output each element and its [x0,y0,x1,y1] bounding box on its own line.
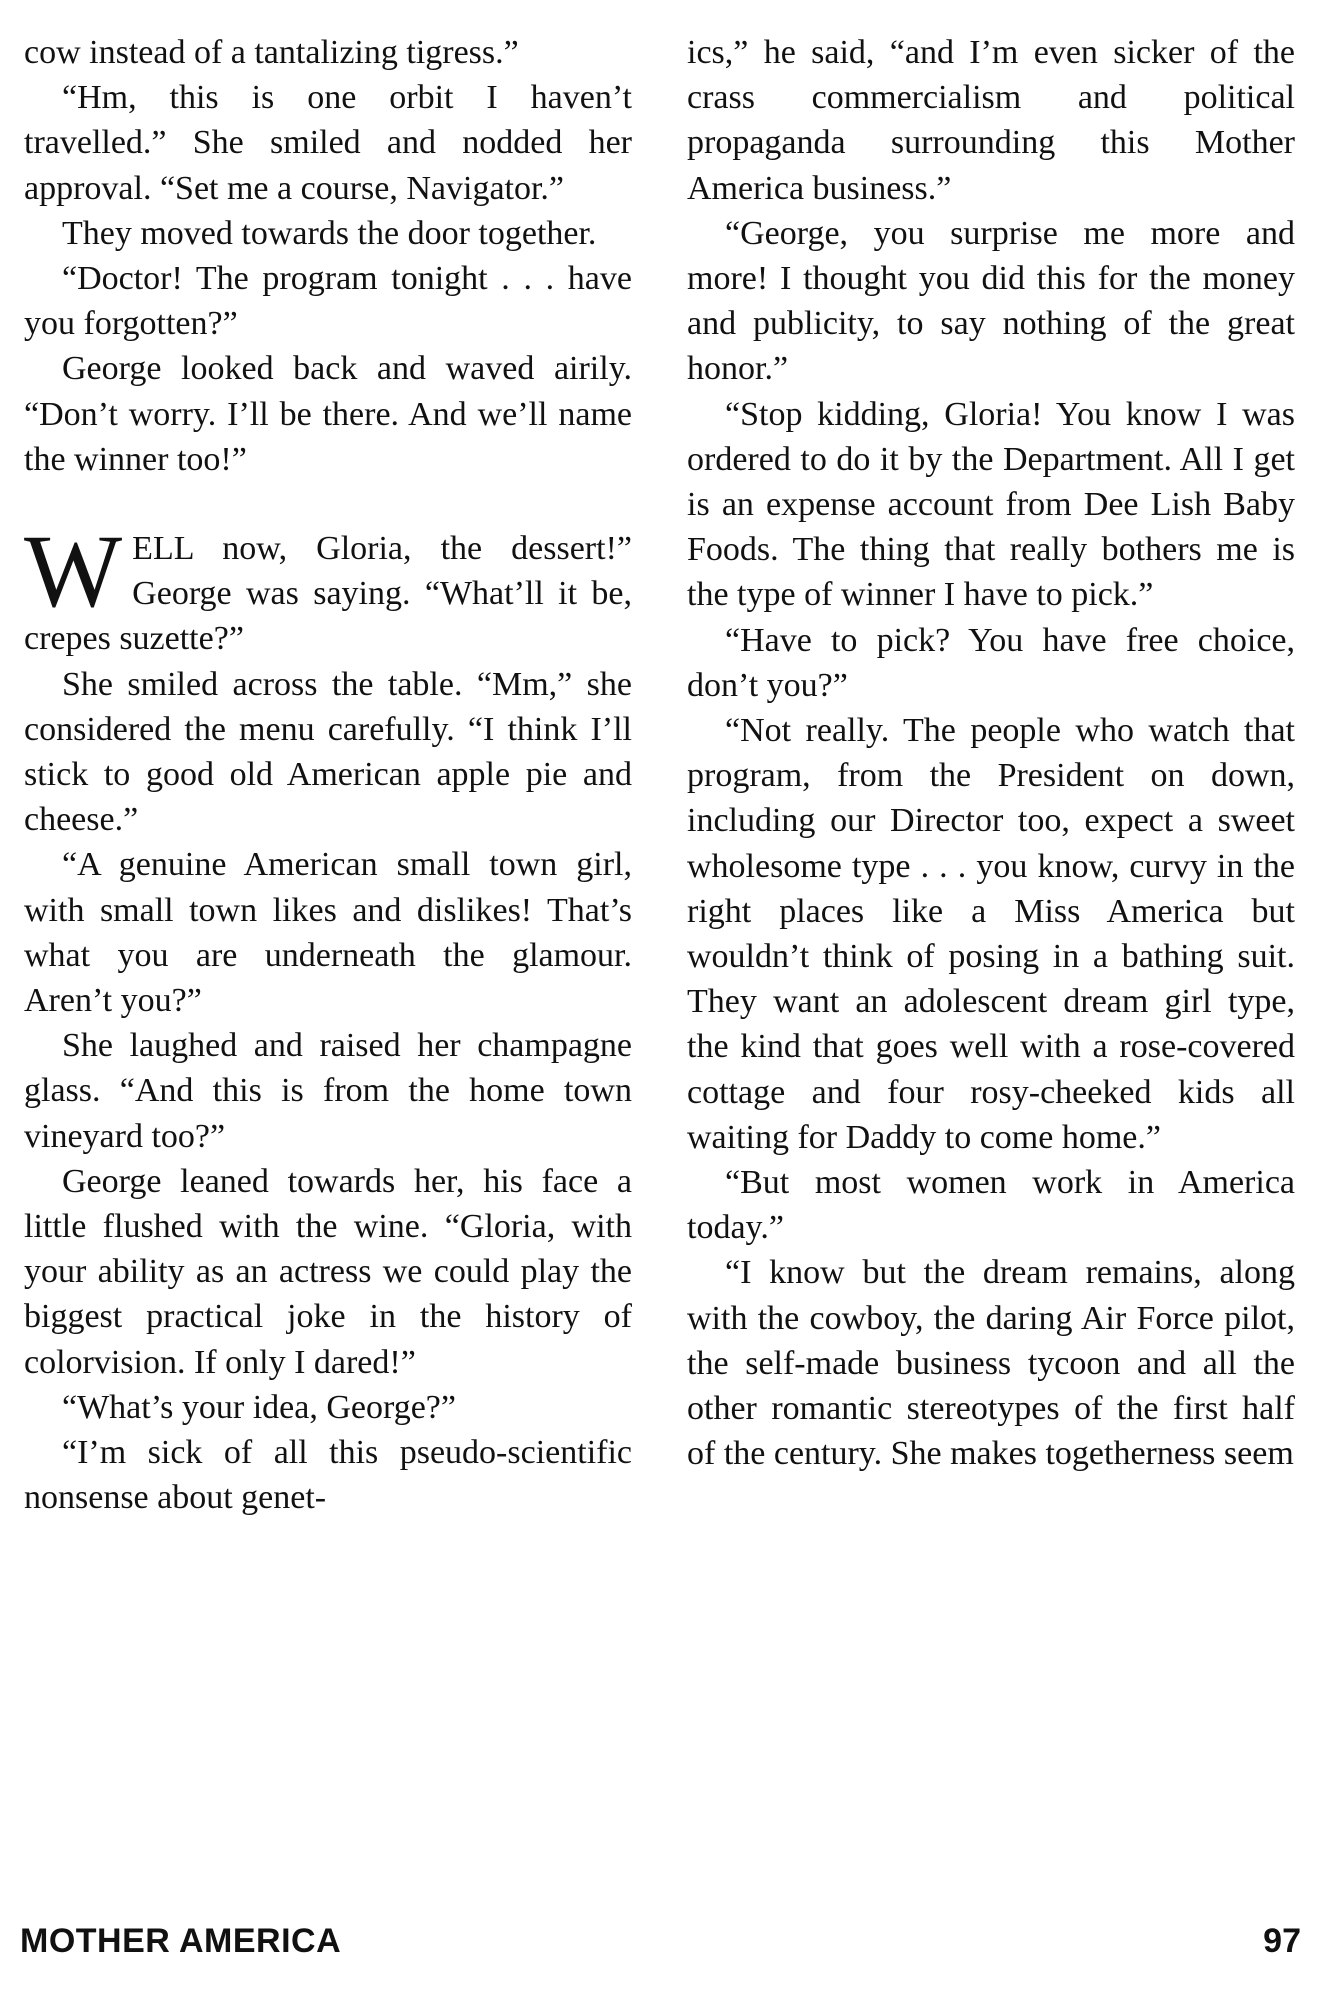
paragraph: “George, you surprise me more and more! I thought you did this for the money and publicity, to say nothing of the great honor.” [687,214,1295,388]
paragraph: “A genuine American small town girl, with small town likes and dislikes! That’s what you are underneath the glamour. Aren’t you?” [24,846,632,1020]
drop-cap: W [24,514,123,630]
paragraph: George looked back and waved airily. “Don’t worry. I’ll be there. And we’ll name the winner too!” [24,350,632,478]
page-number: 97 [1263,1922,1301,1960]
left-column [24,30,632,1521]
paragraph: cow instead of a tantalizing tigress.” [24,34,519,71]
paragraph: She smiled across the table. “Mm,” she considered the menu carefully. “I think I’ll stick to good old American apple pie and cheese.” [24,665,632,839]
paragraph: “I’m sick of all this pseudo-scientific nonsense about genet- [24,1434,632,1517]
paragraph: “But most women work in America today.” [687,1164,1295,1247]
paragraph: “Stop kidding, Gloria! You know I was ordered to do it by the Department. All I get is an expense account from Dee Lish Baby Foods. The thing that really bothers me is the type of winner I have to pick.” [687,395,1295,614]
paragraph: “I know but the dream remains, along with the cowboy, the daring Air Force pilot, the self-made business tycoon and all the other romantic stereotypes of the first half of the century. She makes togetherness seem [687,1254,1295,1473]
section-opening-paragraph [24,514,632,662]
paragraph: ics,” he said, “and I’m even sicker of the crass commercialism and political propaganda surrounding this Mother America business.” [687,34,1295,207]
paragraph: “Doctor! The program tonight . . . have you forgotten?” [24,260,632,343]
paragraph-text: ELL now, Gloria, the dessert!” George was saying. “What’ll it be, crepes suzette?” [24,530,632,658]
paragraph: George leaned towards her, his face a little flushed with the wine. “Gloria, with your ability as an actress we could play the biggest practical joke in the history of colorvision. If only I dared!” [24,1162,632,1381]
page-footer [0,1922,1325,1972]
paragraph: “Have to pick? You have free choice, don’t you?” [687,621,1295,704]
paragraph: She laughed and raised her champagne glass. “And this is from the home town vineyard too?” [24,1027,632,1155]
right-column [687,30,1295,1477]
paragraph: “Hm, this is one orbit I haven’t travelled.” She smiled and nodded her approval. “Set me a course, Navigator.” [24,79,632,207]
paragraph: “What’s your idea, George?” [62,1388,456,1426]
running-title: MOTHER AMERICA [20,1922,342,1960]
paragraph: They moved towards the door together. [62,214,597,252]
paragraph: “Not really. The people who watch that program, from the President on down, including our Director too, expect a sweet wholesome type . . . you know, curvy in the right places like a Miss America but wouldn’t think of posing in a bathing suit. They want an adolescent dream girl type, the kind that goes well with a rose-covered cottage and four rosy-cheeked kids all waiting for Daddy to come home.” [687,712,1295,1156]
